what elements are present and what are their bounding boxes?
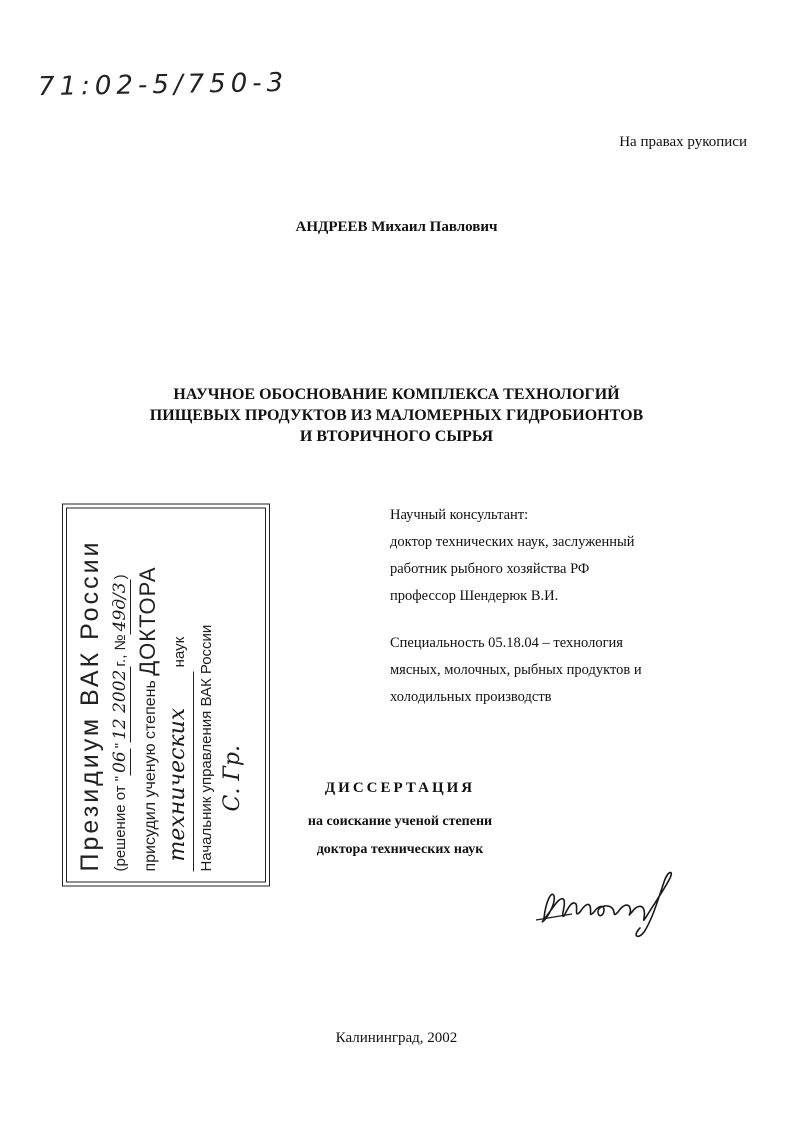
city-year: Калининград, 2002 — [335, 1030, 458, 1046]
rights-note: На правах рукописи — [619, 134, 747, 150]
consultant-line: работник рыбного хозяйства РФ — [390, 561, 590, 577]
degree-line: на соискание ученой степени — [307, 814, 493, 829]
specialty-line: холодильных производств — [390, 689, 552, 705]
specialty-line: мясных, молочных, рыбных продуктов и — [390, 662, 642, 678]
author-name: АНДРЕЕВ Михаил Павлович — [295, 219, 498, 235]
consultant-block — [390, 502, 750, 711]
decision-day: 06 — [110, 748, 131, 776]
consultant-label: Научный консультант: — [390, 507, 529, 523]
decision-number: 49д/3 — [110, 579, 131, 634]
stamp-awarded — [134, 519, 165, 872]
consultant-line: профессор Шендерюк В.И. — [390, 588, 559, 604]
stamp-decision — [107, 519, 134, 872]
decision-quote: " — [111, 742, 129, 749]
stamp-title: Президиум ВАК России — [75, 539, 104, 872]
stamp-box — [66, 508, 266, 883]
dissertation-title — [0, 384, 793, 447]
dissertation-heading: ДИССЕРТАЦИЯ — [324, 780, 476, 796]
specialty-line: Специальность 05.18.04 – технология — [390, 635, 623, 651]
consultant-line: доктор технических наук, заслуженный — [390, 534, 635, 550]
decision-g: г., № — [111, 634, 129, 667]
decision-date: 12 2002 — [110, 667, 131, 743]
archive-number: 71:02-5/750-3 — [37, 67, 289, 103]
stamp-field — [165, 519, 194, 872]
title-line: И ВТОРИЧНОГО СЫРЬЯ — [299, 428, 494, 445]
science-suffix: наук — [170, 636, 188, 668]
head-signature: С. Гр. — [219, 745, 245, 812]
dissertation-degree — [270, 808, 530, 864]
degree-line: доктора технических наук — [316, 842, 484, 857]
title-line: НАУЧНОЕ ОБОСНОВАНИЕ КОМПЛЕКСА ТЕХНОЛОГИЙ — [173, 386, 620, 403]
decision-suffix: ) — [111, 574, 129, 580]
title-line: ПИЩЕВЫХ ПРОДУКТОВ ИЗ МАЛОМЕРНЫХ ГИДРОБИОНТОВ — [149, 407, 644, 424]
awarded-degree: ДОКТОРА — [134, 566, 160, 676]
decision-prefix: (решение от " — [111, 775, 129, 872]
author-signature — [532, 860, 692, 940]
science-field: технических — [164, 707, 190, 862]
head-title: Начальник управления ВАК России — [197, 624, 215, 872]
vak-stamp — [58, 500, 273, 890]
stamp-head — [194, 519, 220, 872]
stamp-head-signature — [220, 519, 248, 872]
awarded-prefix: присудил ученую степень — [141, 680, 159, 872]
